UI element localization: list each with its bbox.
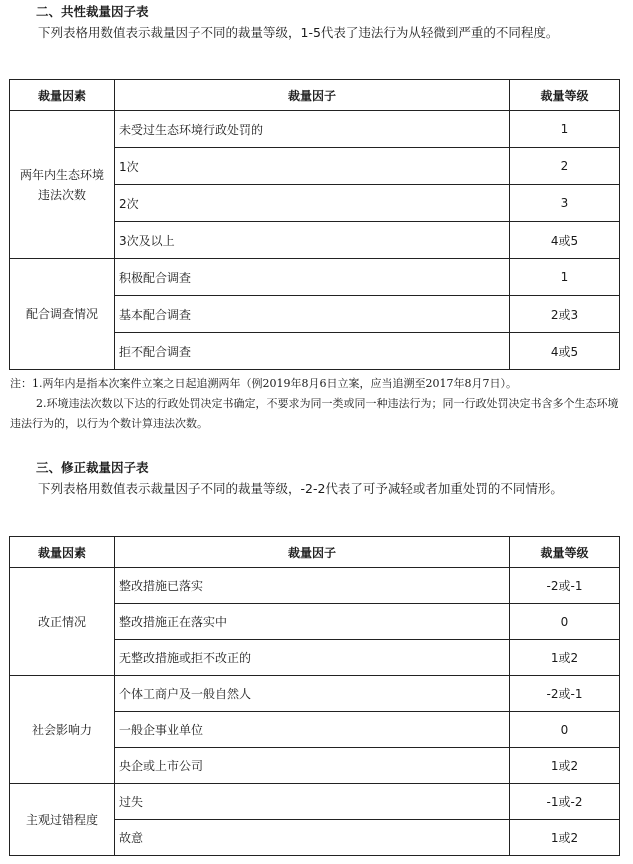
- correction-factor-table: [9, 536, 620, 856]
- factor-subjective-fault: 主观过错程度: [10, 784, 115, 856]
- table-notes: [10, 374, 622, 434]
- table-cell-level: 3: [510, 185, 620, 222]
- header-item: 裁量因子: [115, 80, 510, 111]
- table-row: [10, 784, 620, 820]
- table-cell-level: 2或3: [510, 296, 620, 333]
- note-1: 注：1.两年内是指本次案件立案之日起追溯两年（例2019年8月6日立案，应当追溯至2017年8月7日）。: [10, 377, 517, 390]
- table-cell-level: 0: [510, 712, 620, 748]
- table-cell-item: 央企或上市公司: [115, 748, 510, 784]
- table-row: [10, 259, 620, 296]
- table-cell-item: 2次: [115, 185, 510, 222]
- table-row: [10, 568, 620, 604]
- table-row: [10, 676, 620, 712]
- table-cell-level: -2或-1: [510, 568, 620, 604]
- table-cell-item: 基本配合调查: [115, 296, 510, 333]
- table-cell-level: 1: [510, 259, 620, 296]
- header-item: 裁量因子: [115, 537, 510, 568]
- table-cell-item: 个体工商户及一般自然人: [115, 676, 510, 712]
- section3-heading: 三、修正裁量因子表: [36, 460, 149, 475]
- table-row: [10, 111, 620, 148]
- header-level: 裁量等级: [510, 537, 620, 568]
- factor-rectification: 改正情况: [10, 568, 115, 676]
- table-cell-item: 整改措施已落实: [115, 568, 510, 604]
- table-cell-item: 无整改措施或拒不改正的: [115, 640, 510, 676]
- factor-social-influence: 社会影响力: [10, 676, 115, 784]
- header-factor: 裁量因素: [10, 537, 115, 568]
- table-cell-level: 4或5: [510, 222, 620, 259]
- table-cell-level: 1或2: [510, 820, 620, 856]
- table-cell-item: 一般企事业单位: [115, 712, 510, 748]
- table-cell-item: 1次: [115, 148, 510, 185]
- table-cell-item: 未受过生态环境行政处罚的: [115, 111, 510, 148]
- header-level: 裁量等级: [510, 80, 620, 111]
- table-cell-level: -2或-1: [510, 676, 620, 712]
- table-cell-level: 4或5: [510, 333, 620, 370]
- table-cell-level: 1或2: [510, 748, 620, 784]
- section2-intro: 下列表格用数值表示裁量因子不同的裁量等级，1-5代表了违法行为从轻微到严重的不同程度。: [38, 25, 559, 40]
- table-cell-item: 过失: [115, 784, 510, 820]
- table-header-row: [10, 537, 620, 568]
- table-cell-level: -1或-2: [510, 784, 620, 820]
- table-cell-level: 1: [510, 111, 620, 148]
- table-cell-level: 0: [510, 604, 620, 640]
- note-2: 2.环境违法次数以下达的行政处罚决定书确定，不要求为同一类或同一种违法行为；同一行政处罚决定书含多个生态环境违法行为的，以行为个数计算违法次数。: [10, 397, 619, 430]
- factor-cooperation: 配合调查情况: [10, 259, 115, 370]
- table-header-row: [10, 80, 620, 111]
- table-cell-item: 拒不配合调查: [115, 333, 510, 370]
- table-cell-item: 积极配合调查: [115, 259, 510, 296]
- table-cell-item: 故意: [115, 820, 510, 856]
- table-cell-level: 2: [510, 148, 620, 185]
- table-cell-item: 整改措施正在落实中: [115, 604, 510, 640]
- table-cell-item: 3次及以上: [115, 222, 510, 259]
- factor-violation-count: 两年内生态环境 违法次数: [10, 111, 115, 259]
- common-factor-table: [9, 79, 620, 370]
- table-cell-level: 1或2: [510, 640, 620, 676]
- header-factor: 裁量因素: [10, 80, 115, 111]
- section3-intro: 下列表格用数值表示裁量因子不同的裁量等级，-2-2代表了可予减轻或者加重处罚的不同情形。: [38, 481, 563, 496]
- section2-heading: 二、共性裁量因子表: [36, 4, 149, 19]
